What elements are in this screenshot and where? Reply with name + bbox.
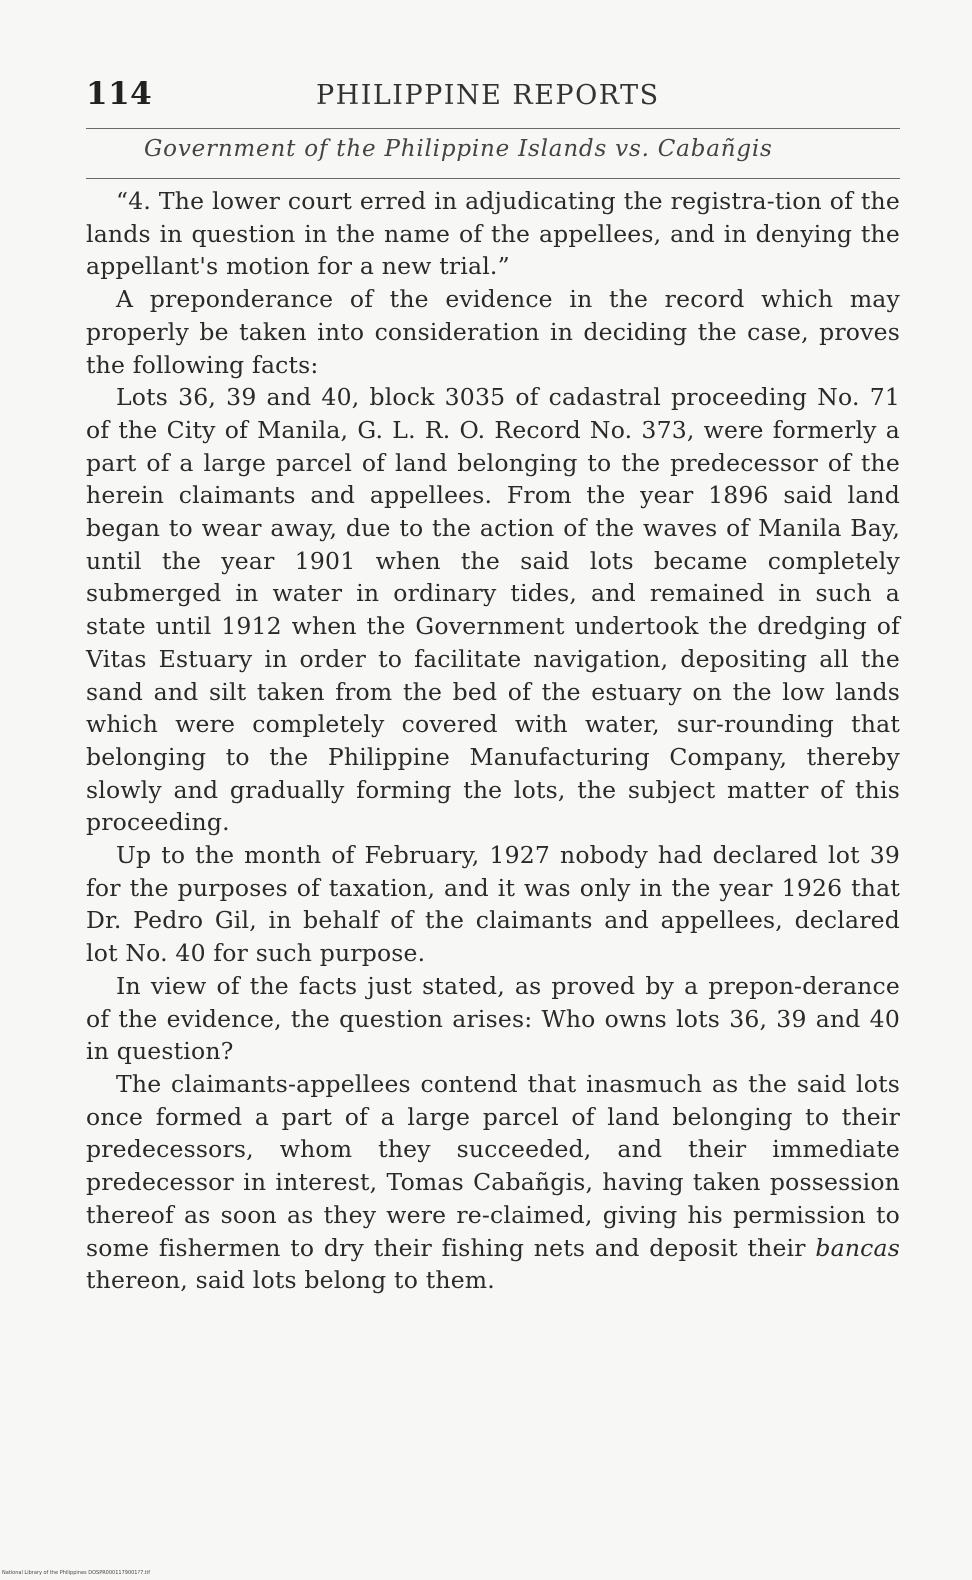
paragraph-taxation: Up to the month of February, 1927 nobody had declared lot 39 for the purposes of taxation, and it was only in the year 1926 that Dr. Pedro Gil, in behalf of the claimants and appellees, declared lot No. 40 for such purpose.	[86, 841, 900, 968]
paragraph-question: In view of the facts just stated, as proved by a prepon-derance of the evidence, the question arises: Who owns lots 36, 39 and 40 in question?	[86, 971, 900, 1066]
paragraph-preponderance: A preponderance of the evidence in the record which may properly be taken into consideration in deciding the case, proves the following facts:	[86, 285, 900, 379]
italic-term: bancas	[815, 1233, 900, 1262]
paragraph-assignment-of-error: “4. The lower court erred in adjudicating the registra-tion of the lands in question in the name of the appellees, and in denying the appellant's motion for a new trial.”	[86, 187, 900, 281]
paragraph-contention	[86, 1068, 900, 1297]
header-rule-bottom	[86, 178, 900, 179]
case-caption: Government of the Philippine Islands vs. Cabañgis	[144, 136, 773, 162]
running-title: PHILIPPINE REPORTS	[316, 80, 660, 111]
scan-footer-note: National Library of the Philippines DOSPR0001179001?7.tif	[2, 1570, 151, 1576]
paragraph-facts: Lots 36, 39 and 40, block 3035 of cadastral proceeding No. 71 of the City of Manila, G. L. R. O. Record No. 373, were formerly a part of a large parcel of land belonging to the predecessor of the herein claimants and appellees. From the year 1896 said land began to wear away, due to the action of the waves of Manila Bay, until the year 1901 when the said lots became completely submerged in water in ordinary tides, and remained in such a state until 1912 when the Government undertook the dredging of Vitas Estuary in order to facilitate navigation, depositing all the sand and silt taken from the bed of the estuary on the low lands which were completely covered with water, sur-rounding that belonging to the Philippine Manufacturing Company, thereby slowly and gradually forming the lots, the subject matter of this proceeding.	[86, 383, 900, 837]
header-rule-top	[86, 128, 900, 129]
body-text	[86, 185, 900, 1297]
page-number: 114	[86, 76, 153, 112]
contention-text-end: thereon, said lots belong to them.	[86, 1266, 495, 1295]
contention-text: The claimants-appellees contend that inasmuch as the said lots once formed a part of a large parcel of land belonging to their predecessors, whom they succeeded, and their immediate predecessor in interest, Tomas Cabañgis, having taken possession thereof as soon as they were re-claimed, giving his permission to some fishermen to dry their fishing nets and deposit their	[86, 1069, 900, 1262]
